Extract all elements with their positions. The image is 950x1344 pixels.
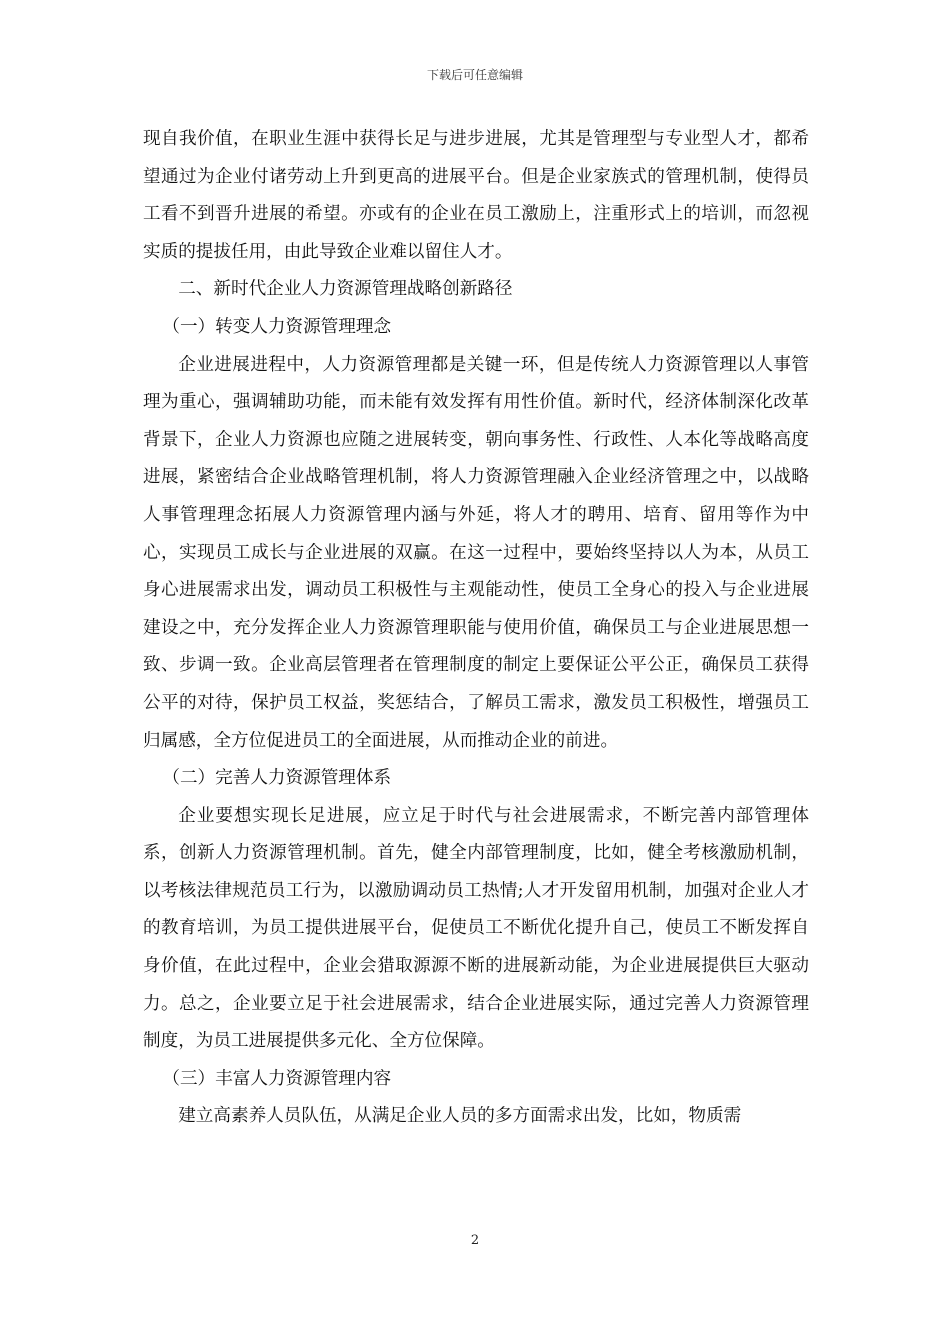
subsection-heading: （二）完善人力资源管理体系	[162, 768, 392, 789]
page-header: 下载后可任意编辑	[426, 68, 523, 82]
paragraph: 企业要想实现长足进展，应立足于时代与社会进展需求，不断完善内部管理体系，创新人力资源管理机制。首先，健全内部管理制度，比如，健全考核激励机制，以考核法律规范员工行为，以激励调动员工热情;人才开发留用机制，加强对企业人才的教育培训，为员工提供进展平台，促使员工不断优化提升自己，使员工不断发挥自身价值，在此过程中，企业会猎取源源不断的进展新动能，为企业进展提供巨大驱动力。总之，企业要立足于社会进展需求，结合企业进展实际，通过完善人力资源管理制度，为员工进展提供多元化、全方位保障。	[143, 805, 809, 1052]
document-body	[143, 121, 809, 1136]
paragraph: 企业进展进程中，人力资源管理都是关键一环，但是传统人力资源管理以人事管理为重心，强调辅助功能，而未能有效发挥有用性价值。新时代，经济体制深化改革背景下，企业人力资源也应随之进展转变，朝向事务性、行政性、人本化等战略高度进展，紧密结合企业战略管理机制，将人力资源管理融入企业经济管理之中，以战略人事管理理念拓展人力资源管理内涵与外延，将人才的聘用、培育、留用等作为中心，实现员工成长与企业进展的双赢。在这一过程中，要始终坚持以人为本，从员工身心进展需求出发，调动员工积极性与主观能动性，使员工全身心的投入与企业进展建设之中，充分发挥企业人力资源管理职能与使用价值，确保员工与企业进展思想一致、步调一致。企业高层管理者在管理制度的制定上要保证公平公正，确保员工获得公平的对待，保护员工权益，奖惩结合，了解员工需求，激发员工积极性，增强员工归属感，全方位促进员工的全面进展，从而推动企业的前进。	[143, 354, 809, 751]
subsection-heading: （一）转变人力资源管理理念	[162, 316, 392, 337]
page-number: 2	[470, 1233, 480, 1248]
subsection-heading: （三）丰富人力资源管理内容	[162, 1068, 392, 1089]
paragraph: 建立高素养人员队伍，从满足企业人员的多方面需求出发，比如，物质需	[178, 1106, 742, 1127]
paragraph: 现自我价值，在职业生涯中获得长足与进步进展，尤其是管理型与专业型人才，都希望通过为企业付诸劳动上升到更高的进展平台。但是企业家族式的管理机制，使得员工看不到晋升进展的希望。亦或有的企业在员工激励上，注重形式上的培训，而忽视实质的提拔任用，由此导致企业难以留住人才。	[143, 129, 809, 262]
section-heading: 二、新时代企业人力资源管理战略创新路径	[178, 279, 513, 300]
